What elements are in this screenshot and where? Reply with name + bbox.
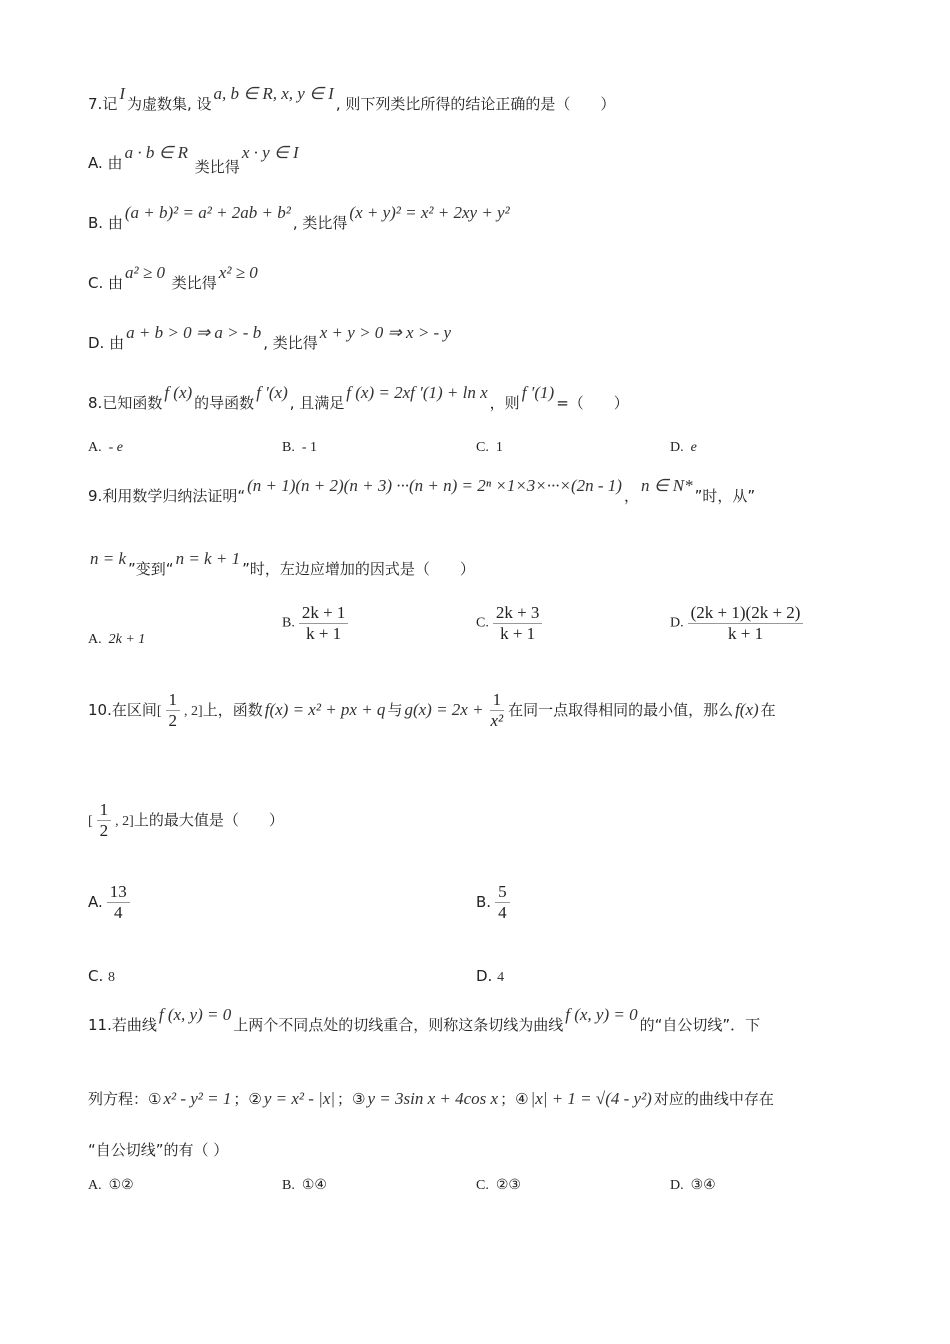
- q7-option-c: [88, 263, 260, 293]
- q8-num: 8.: [88, 394, 103, 412]
- q11-options-1-value: ①④: [301, 1178, 327, 1193]
- q9-option-d: [670, 603, 807, 644]
- q8-option-b: [282, 440, 317, 456]
- q7-num: 7.: [88, 95, 103, 113]
- q7-options-0-label: A.: [88, 154, 103, 172]
- q11-options-1-label: B.: [282, 1178, 295, 1193]
- q9-options-1-den: k + 1: [306, 624, 342, 643]
- q7-option-b: [88, 203, 512, 233]
- q8-options-1-value: - 1: [301, 440, 318, 455]
- q8-options-3-value: e: [690, 440, 697, 455]
- q10-options-1-den: 4: [498, 903, 507, 922]
- q10-g_den: x²: [490, 711, 504, 730]
- q7-stem: [88, 84, 616, 114]
- q9-t1: 利用数学归纳法证明“: [102, 487, 246, 505]
- q11-t6: ；③: [337, 1090, 366, 1108]
- q10-option-a: [88, 882, 134, 923]
- q11-t2: 上两个不同点处的切线重合，则称这条切线为曲线: [233, 1016, 564, 1034]
- q11-stem-3: [88, 1139, 228, 1160]
- q9-t2: ，: [623, 487, 639, 505]
- q7-options-1-mid: , 类比得: [292, 214, 348, 232]
- q10-int_rest: , 2]: [115, 814, 134, 829]
- q8-m1: f (x): [164, 383, 193, 402]
- q11-e4: |x| + 1 = √(4 - y²): [530, 1089, 652, 1108]
- q7-t1: 记: [102, 95, 118, 113]
- q11-t5: ；②: [233, 1090, 262, 1108]
- q9-stem-2: [88, 549, 475, 579]
- q10-stem: 10.在区间[ $\frac{1}{2}$ , 2]上，函数 f(x) = x² + px + q 与 g(x) = 2x + $\frac{1}{\text{x²}}$ 在同一点取得相同的最小值，那么 f(x) 在: [88, 690, 776, 730]
- q8-m4: f ′(1): [521, 383, 555, 402]
- q10-options-1-label: B.: [476, 893, 492, 911]
- q10-m3: f(x): [735, 700, 759, 719]
- q11-t9: “自公切线”的有（ ）: [88, 1141, 229, 1159]
- q11-t4: 列方程：①: [88, 1090, 162, 1108]
- q7-options-1-label: B.: [88, 214, 104, 232]
- q10-t2: 上，函数: [202, 701, 263, 719]
- q7-options-2-mid: 类比得: [171, 274, 217, 292]
- q11-option-c: [476, 1177, 521, 1194]
- q11-options-2-value: ②③: [495, 1178, 521, 1193]
- q9-m2: n ∈ N*: [640, 476, 693, 495]
- q10-option-d: [476, 967, 504, 986]
- q10-options-2-value: 8: [108, 970, 116, 985]
- q7-options-2-pre: 由: [108, 274, 124, 292]
- q9-options-2-den: k + 1: [500, 624, 536, 643]
- q7-options-0-m1: a · b ∈ R: [124, 143, 189, 162]
- q11-t8: 对应的曲线中存在: [653, 1090, 774, 1108]
- q10-t3: 与: [387, 701, 403, 719]
- q7-t3: , 则下列类比所得的结论正确的是（ ）: [335, 95, 616, 113]
- q10-int_num: 1: [97, 800, 112, 821]
- q10-m1: f(x) = x² + px + q: [264, 700, 386, 719]
- q10-stem-2: [ $\frac{1}{2}$ , 2]上的最大值是（ ）: [88, 800, 284, 840]
- q7-options-3-mid: , 类比得: [263, 334, 318, 352]
- q9-m4: n = k + 1: [175, 549, 241, 568]
- q10-options-0-label: A.: [88, 893, 103, 911]
- q11-stem-2: [88, 1088, 774, 1109]
- q9-option-b: [282, 603, 352, 644]
- q10-t5: 在: [760, 701, 776, 719]
- q9-t4: ”变到“: [128, 560, 174, 578]
- q11-t1: 若曲线: [111, 1016, 157, 1034]
- q10-int_den: 2: [99, 821, 109, 840]
- q11-t7: ；④: [500, 1090, 529, 1108]
- q11-options-0-label: A.: [88, 1178, 102, 1193]
- q7-options-3-m2: x + y > 0 ⇒ x > - y: [319, 323, 452, 342]
- q7-option-d: [88, 323, 453, 353]
- q10-options-1-num: 5: [495, 882, 510, 903]
- q10-options-2-label: C.: [88, 967, 104, 985]
- q9-t5: ”时，左边应增加的因式是（ ）: [242, 560, 475, 578]
- q7-options-2-label: C.: [88, 274, 104, 292]
- q9-options-1-label: B.: [282, 615, 295, 631]
- q8-t3: , 且满足: [289, 394, 345, 412]
- q7-I: I: [119, 84, 125, 103]
- q8-t4: ，则: [489, 394, 520, 412]
- q10-int_num: 1: [166, 690, 181, 711]
- q10-t6: 上的最大值是（ ）: [133, 811, 284, 829]
- q11-e1: x² - y² = 1: [163, 1089, 232, 1108]
- q10-m2: g(x) = 2x +: [404, 700, 484, 719]
- q9-num: 9.: [88, 487, 103, 505]
- q7-options-3-pre: 由: [109, 334, 125, 352]
- q7-options-2-m2: x² ≥ 0: [218, 263, 258, 282]
- q9-options-0-value: 2k + 1: [108, 632, 146, 647]
- q9-t3: ”时，从”: [694, 487, 756, 505]
- q8-m2: f ′(x): [256, 383, 288, 402]
- q7-options-3-m1: a + b > 0 ⇒ a > - b: [126, 323, 262, 342]
- q11-t3: 的“自公切线”．下: [639, 1016, 761, 1034]
- q11-options-3-value: ③④: [690, 1178, 716, 1193]
- q7-options-0-pre: 由: [107, 154, 123, 172]
- q8-option-d: [670, 440, 697, 456]
- q8-option-c: [476, 440, 503, 456]
- q9-m1: (n + 1)(n + 2)(n + 3) ···(n + n) = 2ⁿ ×1×3×···×(2n - 1): [247, 476, 622, 495]
- q11-options-0-value: ①②: [108, 1178, 134, 1193]
- q9-option-a: [88, 632, 145, 648]
- q7-options-0-mid: 类比得: [194, 158, 240, 176]
- q9-options-3-num: (2k + 1)(2k + 2): [688, 603, 804, 624]
- q11-m1: f (x, y) = 0: [565, 1005, 638, 1024]
- q11-num: 11.: [88, 1016, 112, 1034]
- q11-option-d: [670, 1177, 716, 1194]
- q10-num: 10.: [88, 701, 112, 719]
- q7-options-3-label: D.: [88, 334, 105, 352]
- q8-options-2-label: C.: [476, 440, 489, 455]
- q8-t5: =（ ）: [556, 394, 629, 412]
- q11-option-a: [88, 1177, 134, 1194]
- q7-m1: a, b ∈ R, x, y ∈ I: [213, 84, 334, 103]
- q7-options-0-m2: x · y ∈ I: [241, 143, 299, 162]
- q8-m3: f (x) = 2xf ′(1) + ln x: [346, 383, 488, 402]
- q11-m1: f (x, y) = 0: [158, 1005, 232, 1024]
- q11-option-b: [282, 1177, 327, 1194]
- q7-options-1-pre: 由: [107, 214, 123, 232]
- q10-options-3-value: 4: [497, 970, 505, 985]
- q9-stem: [88, 476, 756, 506]
- q11-options-3-label: D.: [670, 1178, 684, 1193]
- q10-g_num: 1: [490, 690, 505, 711]
- q8-options-1-label: B.: [282, 440, 295, 455]
- q7-options-2-m1: a² ≥ 0: [125, 263, 165, 282]
- q8-t2: 的导函数: [194, 394, 255, 412]
- q8-t1: 已知函数: [102, 394, 163, 412]
- q11-stem: [88, 1005, 761, 1035]
- q11-e3: y = 3sin x + 4cos x: [367, 1089, 499, 1108]
- q10-int_rest: , 2]: [184, 704, 203, 719]
- q8-option-a: [88, 440, 123, 456]
- q8-options-3-label: D.: [670, 440, 684, 455]
- q7-options-1-m2: (x + y)² = x² + 2xy + y²: [349, 203, 510, 222]
- q8-stem: [88, 383, 629, 413]
- q10-option-c: [88, 967, 115, 986]
- q10-t1: 在区间: [111, 701, 157, 719]
- q10-t4: 在同一点取得相同的最小值，那么: [508, 701, 734, 719]
- q9-options-2-num: 2k + 3: [493, 603, 543, 624]
- q11-e2: y = x² - |x|: [263, 1089, 336, 1108]
- q7-option-a: [88, 143, 301, 176]
- q10-options-3-label: D.: [476, 967, 493, 985]
- q9-options-0-label: A.: [88, 632, 102, 647]
- q8-options-0-label: A.: [88, 440, 102, 455]
- q10-option-b: [476, 882, 514, 923]
- q10-int_den: 2: [168, 711, 178, 730]
- q10-options-0-den: 4: [114, 903, 123, 922]
- q9-options-3-label: D.: [670, 615, 684, 631]
- q11-options-2-label: C.: [476, 1178, 489, 1193]
- q9-m3: n = k: [90, 549, 127, 568]
- q9-options-3-den: k + 1: [727, 624, 764, 643]
- q10-options-0-num: 13: [107, 882, 130, 903]
- q8-options-2-value: 1: [495, 440, 503, 455]
- q9-options-2-label: C.: [476, 615, 489, 631]
- q8-options-0-value: - e: [108, 440, 124, 455]
- q7-options-1-m1: (a + b)² = a² + 2ab + b²: [124, 203, 291, 222]
- q9-options-1-num: 2k + 1: [299, 603, 349, 624]
- q9-option-c: [476, 603, 546, 644]
- q7-t2: 为虚数集, 设: [127, 95, 212, 113]
